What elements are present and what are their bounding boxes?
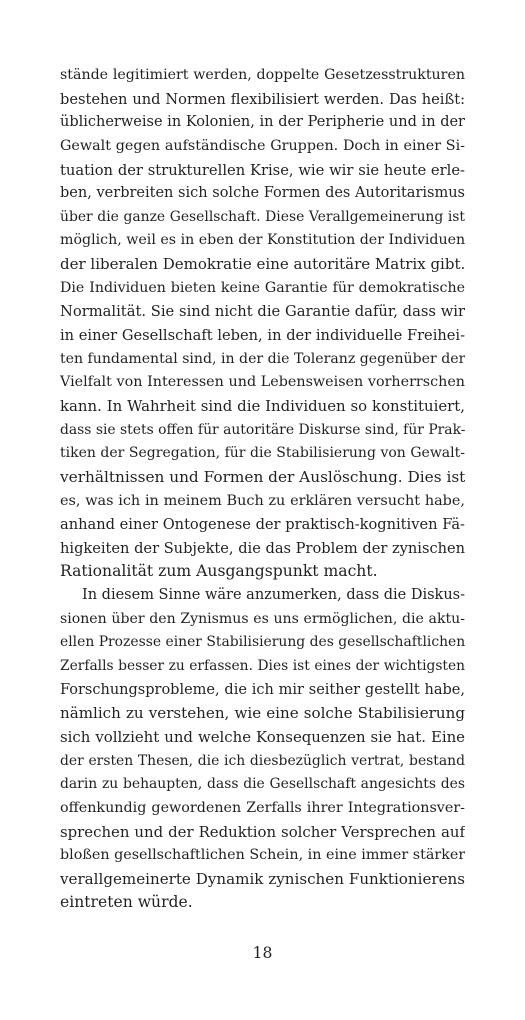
body-text xyxy=(60,64,465,915)
paragraph-1 xyxy=(60,64,465,584)
text-line: sprechen und der Reduktion solcher Versprechen auf xyxy=(60,822,465,841)
text-line: dass sie stets offen für autoritäre Diskurse sind, für Prak- xyxy=(60,421,465,438)
text-line: über die ganze Gesellschaft. Diese Verallgemeinerung ist xyxy=(60,208,465,225)
text-line: verhältnissen und Formen der Auslöschung. Dies ist xyxy=(60,467,465,486)
text-line: Forschungsprobleme, die ich mir seither gestellt habe, xyxy=(60,681,465,698)
text-line: eintreten würde. xyxy=(60,893,193,912)
text-line: Gewalt gegen aufständische Gruppen. Doch in einer Si- xyxy=(60,137,465,154)
page-number: 18 xyxy=(252,944,273,962)
text-line: offenkundig gewordenen Zerfalls ihrer Integrationsver- xyxy=(60,799,465,816)
text-line: es, was ich in meinem Buch zu erklären versucht habe, xyxy=(60,492,465,509)
text-line: bloßen gesellschaftlichen Schein, in eine immer stärker xyxy=(60,847,465,864)
text-line: tuation der strukturellen Krise, wie wir sie heute erle- xyxy=(60,161,465,179)
text-line: ben, verbreiten sich solche Formen des Autoritarismus xyxy=(60,185,465,202)
text-line: möglich, weil es in eben der Konstitution der Individuen xyxy=(60,232,465,249)
text-line: Zerfalls besser zu erfassen. Dies ist eines der wichtigsten xyxy=(60,658,465,675)
text-line: ten fundamental sind, in der die Toleranz gegenüber der xyxy=(60,350,465,367)
text-line: stände legitimiert werden, doppelte Gesetzesstrukturen xyxy=(60,67,465,83)
text-line: darin zu behaupten, dass die Gesellschaft angesichts des xyxy=(60,776,465,793)
text-line: ellen Prozesse einer Stabilisierung des gesellschaftlichen xyxy=(60,634,465,651)
text-line: Rationalität zum Ausgangspunkt macht. xyxy=(60,562,378,581)
text-line: der liberalen Demokratie eine autoritäre Matrix gibt. xyxy=(60,255,465,274)
text-line: üblicherweise in Kolonien, in der Peripherie und in der xyxy=(60,114,465,131)
text-line: verallgemeinerte Dynamik zynischen Funktionierens xyxy=(60,869,465,888)
text-line: kann. In Wahrheit sind die Individuen so konstituiert, xyxy=(60,396,465,415)
text-line: Vielfalt von Interessen und Lebensweisen vorherrschen xyxy=(60,374,465,391)
text-line: bestehen und Normen flexibilisiert werden. Das heißt: xyxy=(60,90,465,108)
text-line: sionen über den Zynismus es uns ermöglichen, die aktu- xyxy=(60,610,465,627)
text-line: nämlich zu verstehen, wie eine solche Stabilisierung xyxy=(60,704,465,723)
text-line: anhand einer Ontogenese der praktisch-kognitiven Fä- xyxy=(60,516,465,534)
text-line: der ersten Thesen, die ich diesbezüglich vertrat, bestand xyxy=(60,752,465,769)
text-line: Die Individuen bieten keine Garantie für demokratische xyxy=(60,279,465,296)
text-line: In diesem Sinne wäre anzumerken, dass die Diskus- xyxy=(82,587,465,604)
text-line: sich vollzieht und welche Konsequenzen sie hat. Eine xyxy=(60,727,465,746)
text-line: Normalität. Sie sind nicht die Garantie dafür, dass wir xyxy=(60,303,465,321)
text-line: tiken der Segregation, für die Stabilisierung von Gewalt- xyxy=(60,445,465,462)
paragraph-2 xyxy=(60,584,465,915)
text-line: in einer Gesellschaft leben, in der individuelle Freihei- xyxy=(60,327,465,345)
text-line: higkeiten der Subjekte, die das Problem der zynischen xyxy=(60,539,465,557)
